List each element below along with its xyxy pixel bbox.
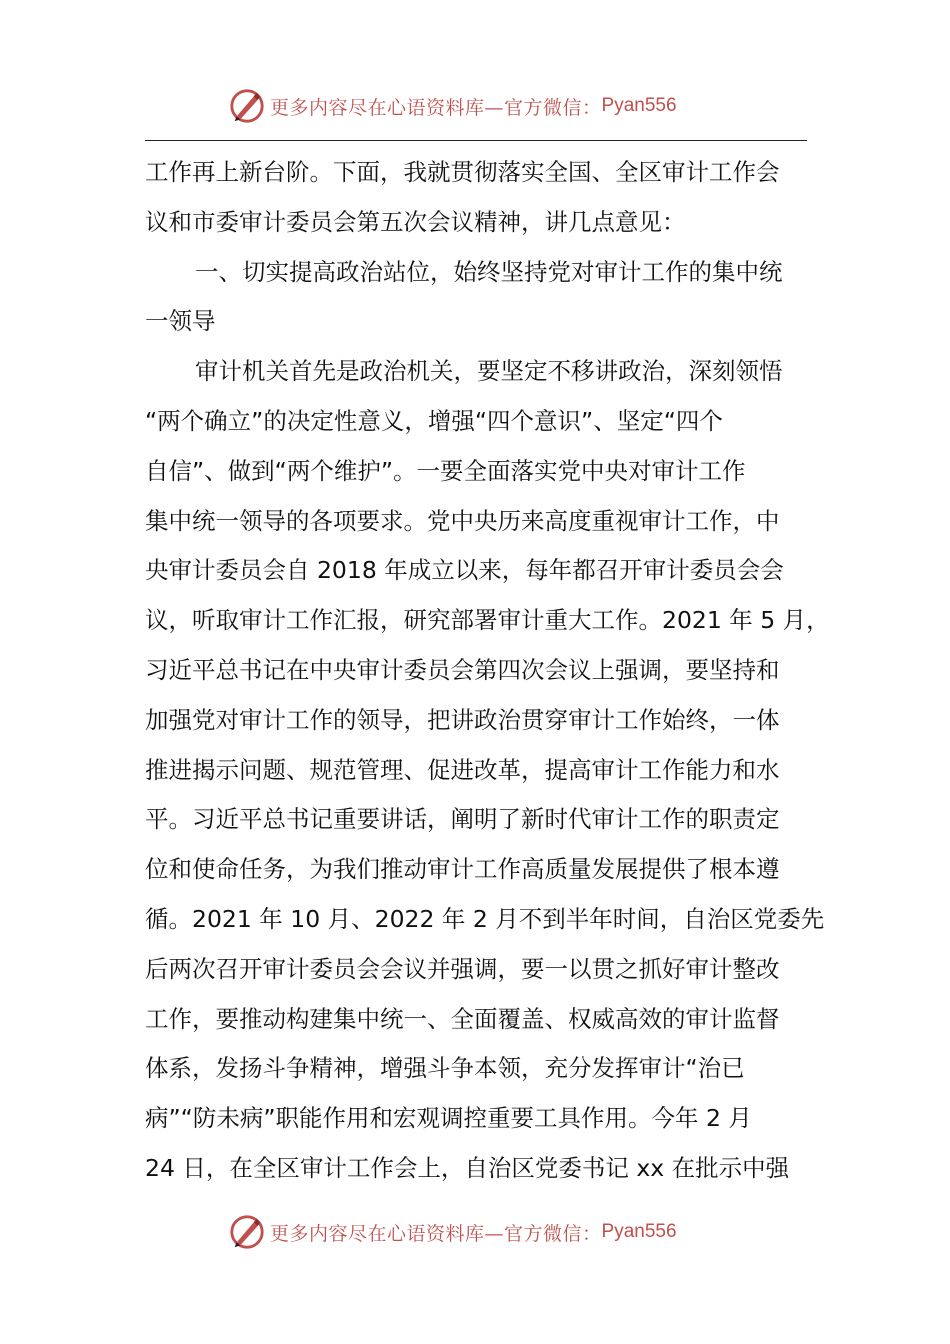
footer-banner	[0, 1210, 950, 1254]
header-banner	[0, 84, 950, 128]
pen-logo-icon	[228, 87, 266, 125]
text-line: 审计机关首先是政治机关，要坚定不移讲政治，深刻领悟	[195, 357, 783, 386]
text-line: 自信”、做到“两个维护”。一要全面落实党中央对审计工作	[145, 456, 746, 485]
header-wechat-id: Pyan556	[601, 95, 677, 116]
text-line: 工作，要推动构建集中统一、全面覆盖、权威高效的审计监督	[145, 1004, 780, 1033]
text-line: 集中统一领导的各项要求。党中央历来高度重视审计工作，中	[145, 506, 780, 535]
footer-banner-content	[228, 1210, 677, 1254]
text-line: “两个确立”的决定性意义，增强“四个意识”、坚定“四个	[145, 406, 723, 435]
text-line: 后两次召开审计委员会会议并强调，要一以贯之抓好审计整改	[145, 954, 780, 983]
text-line: 体系，发扬斗争精神，增强斗争本领，充分发挥审计“治已	[145, 1054, 745, 1083]
section-heading-cont: 一领导	[145, 307, 216, 336]
text-line: 位和使命任务，为我们推动审计工作高质量发展提供了根本遵	[145, 855, 780, 884]
document-body	[145, 148, 830, 1194]
text-line: 习近平总书记在中央审计委员会第四次会议上强调，要坚持和	[145, 655, 780, 684]
footer-banner-text: 更多内容尽在心语资料库—官方微信：	[270, 1222, 602, 1245]
text-line: 议，听取审计工作汇报，研究部署审计重大工作。2021 年 5 月，	[145, 606, 830, 635]
header-banner-content	[228, 84, 677, 128]
text-line: 议和市委审计委员会第五次会议精神，讲几点意见：	[145, 207, 686, 236]
header-banner-text: 更多内容尽在心语资料库—官方微信：	[270, 96, 602, 119]
header-divider	[145, 140, 807, 141]
text-line: 加强党对审计工作的领导，把讲政治贯穿审计工作始终，一体	[145, 705, 780, 734]
text-line: 央审计委员会自 2018 年成立以来，每年都召开审计委员会会	[145, 556, 784, 585]
pen-logo-icon	[228, 1213, 266, 1251]
section-heading: 一、切实提高政治站位，始终坚持党对审计工作的集中统	[195, 257, 783, 286]
text-line: 平。习近平总书记重要讲话，阐明了新时代审计工作的职责定	[145, 805, 780, 834]
text-line: 推进揭示问题、规范管理、促进改革，提高审计工作能力和水	[145, 755, 780, 784]
text-line: 24 日，在全区审计工作会上，自治区党委书记 xx 在批示中强	[145, 1153, 790, 1182]
text-line: 循。2021 年 10 月、2022 年 2 月不到半年时间，自治区党委先	[145, 904, 825, 933]
text-line: 工作再上新台阶。下面，我就贯彻落实全国、全区审计工作会	[145, 158, 780, 186]
text-line: 病”“防未病”职能作用和宏观调控重要工具作用。今年 2 月	[145, 1104, 752, 1133]
footer-wechat-id: Pyan556	[601, 1221, 677, 1242]
